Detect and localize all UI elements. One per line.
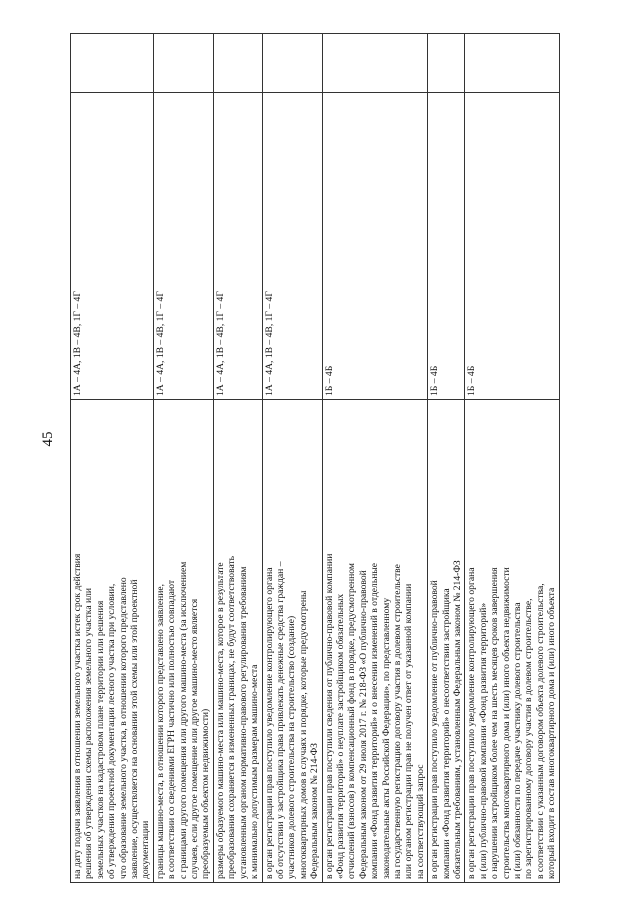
- condition-line: в орган регистрации прав поступили сведения от публично-правовой компании: [323, 553, 335, 879]
- note-cell: [428, 34, 465, 93]
- code-cell: 1А – 4А, 1В – 4В, 1Г – 4Г: [153, 93, 213, 400]
- code-cell: 1А – 4А, 1В – 4В, 1Г – 4Г: [213, 93, 262, 400]
- condition-line: решения об утверждении схемы расположения земельного участка или: [83, 587, 95, 879]
- code-cell: 1Б – 4Б: [465, 93, 559, 400]
- condition-line: границы машино-места, в отношении которого представлено заявление,: [154, 583, 166, 879]
- condition-line: строительства многоквартирного дома и (или) иного объекта недвижимости: [500, 567, 512, 879]
- condition-line: по зарегистрированному договору участия в долевом строительстве,: [523, 598, 535, 879]
- condition-cell: [213, 400, 262, 883]
- condition-line: и (или) обязанности по передаче участнику долевого строительства: [512, 602, 524, 879]
- condition-line: многоквартирных домов в случаях и порядке, которые предусмотрены: [297, 590, 309, 879]
- condition-line: компании «Фонд развития территорий» о несоответствии застройщика: [440, 588, 452, 879]
- code-cell: 1Б – 4Б: [428, 93, 465, 400]
- condition-line: Федеральным законом от 29 июля 2017 г. № 218-ФЗ «О публично-правовой: [357, 570, 369, 879]
- condition-line: «Фонд развития территорий» о неуплате застройщиком обязательных: [334, 593, 346, 879]
- condition-line: компании «Фонд развития территорий» и о внесении изменений в отдельные: [369, 562, 381, 879]
- condition-line: с границами другого помещения или другого машино-места (за исключением: [177, 561, 189, 879]
- condition-line: в орган регистрации прав поступило уведомление контролирующего органа: [263, 567, 275, 879]
- table-row: [262, 34, 322, 883]
- conditions-table: [70, 33, 560, 883]
- condition-line: в соответствии с указанным договором объекта долевого строительства,: [534, 583, 546, 879]
- condition-line: земельных участков на кадастровом плане территории или решения: [94, 600, 106, 879]
- condition-line: на соответствующий запрос: [414, 764, 426, 879]
- condition-line: на государственную регистрацию договору участия в долевом строительстве: [391, 564, 403, 879]
- table-row: [322, 34, 428, 883]
- code-cell: 1А – 4А, 1В – 4В, 1Г – 4Г: [71, 93, 154, 400]
- condition-line: документации: [140, 820, 152, 879]
- condition-line: законодательные акты Российской Федерации», по представленному: [380, 597, 392, 879]
- condition-line: об утверждении проектной документации лесного участка при условии,: [106, 583, 118, 879]
- condition-cell: [262, 400, 322, 883]
- condition-cell: [428, 400, 465, 883]
- condition-line: об отсутствии у застройщика права привлекать денежные средства граждан –: [274, 561, 286, 879]
- note-cell: [262, 34, 322, 93]
- rotated-table-container: [70, 53, 590, 883]
- condition-cell: [71, 400, 154, 883]
- condition-line: случаев, если другое помещение или другое машино-место является: [189, 598, 201, 879]
- condition-line: что образование земельного участка, в отношении которого представлено: [117, 577, 129, 879]
- condition-line: участников долевого строительства на строительство (создание): [286, 615, 298, 879]
- note-cell: [322, 34, 428, 93]
- condition-line: установленным органом нормативно-правового регулирования требованиям: [237, 566, 249, 879]
- note-cell: [153, 34, 213, 93]
- condition-line: отчислений (взносов) в компенсационный фонд в порядке, предусмотренном: [346, 563, 358, 879]
- table-row: [71, 34, 154, 883]
- condition-line: к минимально допустимым размерам машино-места: [249, 664, 261, 879]
- condition-cell: [153, 400, 213, 883]
- condition-line: размеры образуемого машино-места или машино-места, которое в результате: [214, 562, 226, 879]
- condition-line: о нарушении застройщиком более чем на шесть месяцев сроков завершения: [489, 567, 501, 879]
- condition-cell: [322, 400, 428, 883]
- note-cell: [71, 34, 154, 93]
- condition-line: в орган регистрации прав поступило уведомление от публично-правовой: [429, 580, 441, 879]
- condition-line: преобразуемым объектом недвижимости): [200, 708, 212, 879]
- condition-line: который входит в состав многоквартирного дома и (или) иного объекта: [546, 587, 558, 879]
- condition-line: в соответствии со сведениями ЕГРН частично или полностью совпадают: [166, 579, 178, 879]
- condition-line: обязательным требованиям, установленным Федеральным законом № 214-ФЗ: [452, 560, 463, 879]
- code-cell: 1А – 4А, 1В – 4В, 1Г – 4Г: [262, 93, 322, 400]
- condition-line: на дату подачи заявления в отношении земельного участка истек срок действия: [72, 553, 83, 879]
- table-row: [428, 34, 465, 883]
- table-row: [213, 34, 262, 883]
- note-cell: [465, 34, 559, 93]
- condition-cell: [465, 400, 559, 883]
- condition-line: заявление, осуществляется на основании этой схемы или этой проектной: [129, 579, 141, 879]
- condition-line: Федеральным законом № 214-ФЗ: [309, 743, 321, 879]
- page-number-area: [0, 0, 56, 905]
- condition-line: и (или) публично-правовой компании «Фонд развития территорий»: [477, 602, 489, 879]
- note-cell: [213, 34, 262, 93]
- condition-line: преобразования сохраняется в измененных границах, не будут соответствовать: [226, 555, 238, 879]
- page-number: 45: [40, 431, 56, 447]
- table-row: [465, 34, 559, 883]
- condition-line: или органом регистрации прав не получен ответ от указанной компании: [403, 583, 415, 879]
- table-row: [153, 34, 213, 883]
- code-cell: 1Б – 4Б: [322, 93, 428, 400]
- condition-line: в орган регистрации прав поступило уведомление контролирующего органа: [466, 567, 478, 879]
- table-body: [71, 34, 560, 883]
